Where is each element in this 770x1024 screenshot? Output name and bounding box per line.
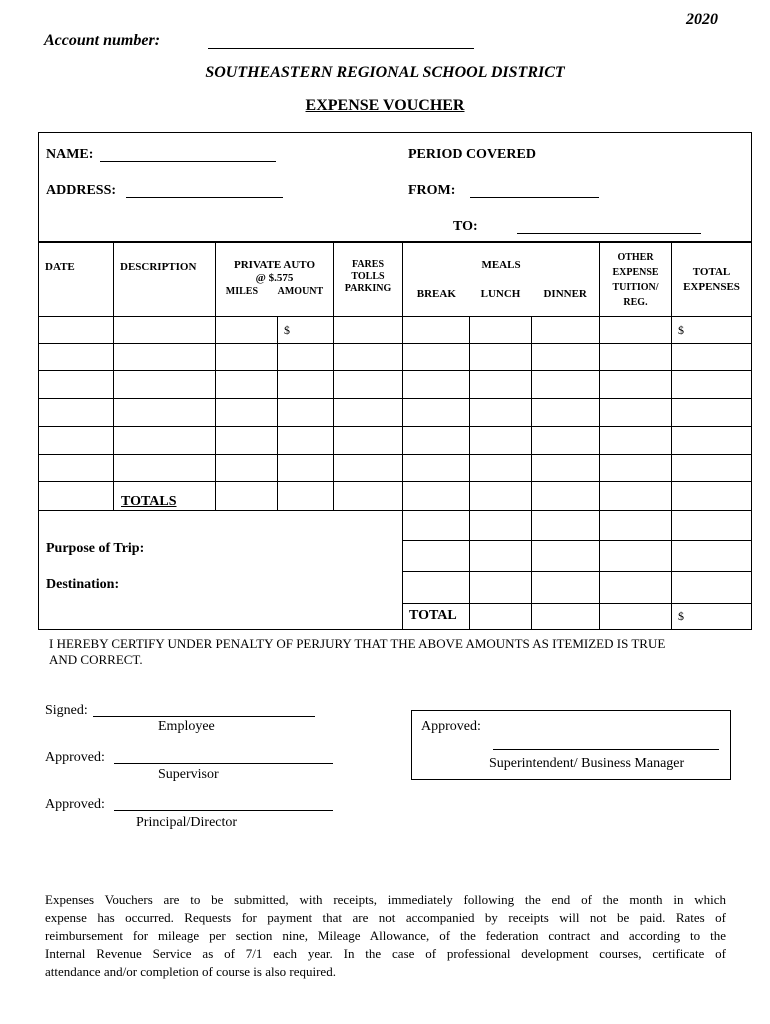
superintendent-signature-field[interactable] [493, 749, 719, 750]
cell-other[interactable] [600, 317, 672, 344]
cell-miles[interactable] [216, 317, 278, 344]
instructions-line: expense has occurred. Requests for payment that are not accompanied by receipts will not be paid. Rates of [45, 910, 726, 925]
col-date-header: DATE [45, 261, 75, 273]
col-rate-header: @ $.575 [255, 272, 294, 284]
district-name: SOUTHEASTERN REGIONAL SCHOOL DISTRICT [205, 64, 565, 81]
dollar-sign: $ [678, 608, 684, 623]
cell-total[interactable] [672, 317, 752, 344]
address-field[interactable] [126, 197, 283, 198]
cell-fares[interactable] [334, 317, 403, 344]
col-meals-header: MEALS [481, 259, 521, 271]
employee-signature-field[interactable] [93, 716, 315, 717]
superintendent-label: Superintendent/ Business Manager [489, 756, 685, 771]
col-miles-header: MILES [225, 286, 259, 297]
cell-break[interactable] [403, 317, 470, 344]
info-box [38, 132, 752, 242]
col-total-header-1: TOTAL [692, 265, 731, 278]
grand-total-cell[interactable] [672, 603, 752, 629]
col-fares-header: FARES [351, 259, 385, 270]
destination-label: Destination: [46, 577, 120, 592]
instructions-paragraph [45, 891, 726, 981]
col-total-header-2: EXPENSES [683, 280, 740, 293]
instructions-line: Internal Revenue Service as of 7/1 each year. In the case of professional development courses, certificate of [45, 946, 726, 961]
col-private-auto-header: PRIVATE AUTO [234, 259, 315, 271]
table-row [39, 427, 752, 455]
form-year: 2020 [686, 11, 718, 28]
supervisor-approved-label: Approved: [45, 750, 105, 765]
name-label: NAME: [46, 147, 94, 162]
totals-row [39, 482, 752, 511]
col-tolls-header: TOLLS [351, 271, 385, 282]
dollar-sign: $ [284, 322, 290, 337]
period-covered-label: PERIOD COVERED [408, 147, 536, 162]
to-label: TO: [453, 219, 478, 234]
name-field[interactable] [100, 161, 276, 162]
cell-description[interactable] [114, 317, 216, 344]
instructions-line: attendance and/or completion of course is also required. [45, 964, 336, 979]
purpose-of-trip-label: Purpose of Trip: [46, 541, 145, 556]
table-row [39, 371, 752, 399]
col-other-header-1: OTHER [617, 251, 654, 263]
col-description-header: DESCRIPTION [120, 261, 197, 273]
account-number-field[interactable] [208, 48, 474, 49]
col-amount-header: AMOUNT [277, 286, 324, 297]
instructions-line: Expenses Vouchers are to be submitted, with receipts, immediately following the end of the month in which [45, 892, 726, 907]
table-row [39, 317, 752, 344]
form-title: EXPENSE VOUCHER [305, 97, 465, 114]
col-other-header-2: EXPENSE [612, 266, 659, 278]
table-row [39, 455, 752, 482]
principal-label: Principal/Director [136, 815, 238, 830]
principal-approved-label: Approved: [45, 797, 105, 812]
col-lunch-header: LUNCH [480, 288, 521, 300]
table-row [39, 511, 752, 541]
table-header-row [39, 243, 752, 317]
cell-lunch[interactable] [470, 317, 532, 344]
total-label: TOTAL [403, 603, 470, 629]
table-row [39, 399, 752, 427]
total-row [39, 603, 752, 629]
col-break-header: BREAK [416, 288, 456, 300]
certify-line-1: I HEREBY CERTIFY UNDER PENALTY OF PERJURY THAT THE ABOVE AMOUNTS AS ITEMIZED IS TRUE [49, 636, 666, 651]
expense-table [38, 242, 752, 630]
employee-label: Employee [158, 719, 215, 734]
certify-line-2: AND CORRECT. [49, 652, 143, 667]
col-parking-header: PARKING [344, 283, 392, 294]
table-row [39, 344, 752, 371]
to-field[interactable] [517, 233, 701, 234]
col-other-header-4: REG. [623, 296, 648, 308]
signed-label: Signed: [45, 703, 88, 718]
col-dinner-header: DINNER [543, 288, 587, 300]
principal-signature-field[interactable] [114, 810, 333, 811]
account-number-label: Account number: [44, 32, 161, 49]
from-field[interactable] [470, 197, 599, 198]
cell-date[interactable] [39, 317, 114, 344]
supervisor-label: Supervisor [158, 767, 219, 782]
superintendent-approved-label: Approved: [421, 719, 481, 734]
dollar-sign: $ [678, 322, 684, 337]
cell-dinner[interactable] [532, 317, 600, 344]
instructions-line: reimbursement for mileage per section nine, Mileage Allowance, of the federation contract and according to the [45, 928, 726, 943]
from-label: FROM: [408, 183, 456, 198]
cell-amount[interactable] [278, 317, 334, 344]
totals-label: TOTALS [114, 482, 216, 511]
address-label: ADDRESS: [46, 183, 117, 198]
supervisor-signature-field[interactable] [114, 763, 333, 764]
col-other-header-3: TUITION/ [612, 281, 659, 293]
